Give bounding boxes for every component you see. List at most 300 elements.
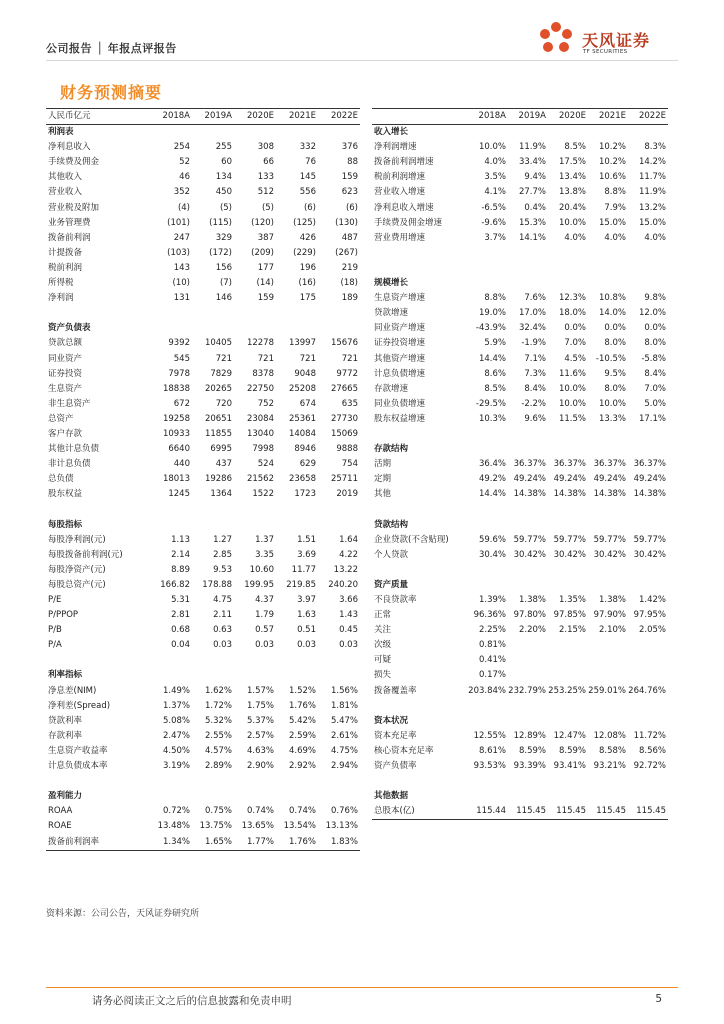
cell-value: 1.49% (162, 685, 190, 696)
cell-value (150, 502, 192, 517)
table-row (372, 653, 668, 668)
cell-value (548, 668, 588, 683)
cell-value: 437 (215, 459, 232, 470)
cell-value: 0.03 (255, 640, 274, 651)
cell-value: (130) (335, 217, 358, 228)
cell-value: 7.9% (604, 202, 626, 213)
cell-value: 13.22 (333, 564, 358, 575)
row-label (372, 427, 468, 442)
section-heading-row (372, 789, 668, 804)
cell-value: -6.5% (481, 202, 506, 213)
section-heading-row (372, 276, 668, 291)
cell-value: 11.9% (518, 142, 546, 153)
cell-value: 219 (341, 262, 358, 273)
disclaimer-text: 请务必阅读正文之后的信息披露和免责申明 (92, 995, 292, 1007)
cell-value (508, 789, 548, 804)
row-label: 正常 (374, 610, 392, 621)
table-row (372, 729, 668, 744)
cell-value: 199.95 (244, 579, 274, 590)
cell-value: 674 (299, 398, 316, 409)
cell-value (318, 502, 360, 517)
cell-value: 9.5% (604, 368, 626, 379)
cell-value (318, 789, 360, 804)
table-row (372, 261, 668, 276)
row-label: 贷款增速 (374, 308, 409, 319)
cell-value: 1.62% (204, 685, 232, 696)
row-label: 净利差(Spread) (48, 700, 111, 711)
cell-value: 0.45 (339, 625, 358, 636)
table-row (372, 774, 668, 789)
row-label: 手续费及佣金增速 (374, 217, 443, 228)
cell-value (588, 563, 628, 578)
cell-value: 93.53% (473, 761, 506, 772)
row-label (46, 774, 150, 789)
breadcrumb: 公司报告 │ 年报点评报告 (46, 42, 177, 55)
cell-value: 60 (221, 157, 232, 168)
cell-value: 5.37% (246, 715, 274, 726)
row-label: 贷款总额 (48, 338, 83, 349)
table-row (372, 397, 668, 412)
table-row (372, 246, 668, 261)
cell-value: 13.8% (558, 187, 586, 198)
column-header: 2019A (192, 109, 234, 125)
cell-value: 14.38% (553, 489, 586, 500)
cell-value: 2.89% (204, 761, 232, 772)
cell-value (192, 518, 234, 533)
cell-value (468, 578, 508, 593)
row-label: 净利润 (48, 293, 74, 304)
table-row (372, 533, 668, 548)
cell-value: 440 (173, 459, 190, 470)
table-row (372, 185, 668, 200)
column-header: 2020E (234, 109, 276, 125)
cell-value: -10.5% (595, 353, 626, 364)
cell-value: 2.25% (478, 625, 506, 636)
row-label: 利率指标 (48, 670, 83, 681)
cell-value: 11.6% (558, 368, 586, 379)
cell-value: 33.4% (518, 157, 546, 168)
cell-value: 635 (341, 398, 358, 409)
cell-value: 25208 (288, 383, 316, 394)
cell-value (276, 518, 318, 533)
cell-value: 0.74% (246, 806, 274, 817)
cell-value: 2.61% (330, 730, 358, 741)
cell-value (468, 261, 508, 276)
row-label: 收入增长 (374, 127, 409, 138)
cell-value (276, 789, 318, 804)
row-label (46, 502, 150, 517)
cell-value: 59.77% (553, 534, 586, 545)
cell-value: 0.03 (297, 640, 316, 651)
section-heading-row (372, 442, 668, 457)
cell-value: 7.0% (644, 383, 666, 394)
cell-value (234, 518, 276, 533)
row-label: 股东权益增速 (374, 413, 426, 424)
cell-value: 8.8% (484, 293, 506, 304)
cell-value: 2.05% (638, 625, 666, 636)
table-row (46, 246, 360, 261)
cell-value: 8.0% (644, 338, 666, 349)
cell-value: 13.75% (199, 821, 232, 832)
row-label: 净利息收入 (48, 142, 91, 153)
cell-value (150, 774, 192, 789)
cell-value: 59.77% (513, 534, 546, 545)
growth-quality-table (372, 108, 668, 820)
cell-value: 752 (257, 398, 274, 409)
row-label: 非计息负债 (48, 459, 91, 470)
cell-value: 1723 (294, 489, 316, 500)
cell-value: (4) (177, 202, 190, 213)
cell-value (548, 653, 588, 668)
cell-value: 1.38% (518, 595, 546, 605)
cell-value: 2.90% (246, 761, 274, 772)
cell-value (628, 638, 668, 653)
section-heading-row (372, 714, 668, 729)
cell-value (192, 653, 234, 668)
cell-value: 3.69 (297, 549, 316, 560)
cell-value (508, 714, 548, 729)
cell-value (628, 502, 668, 517)
cell-value: 8.58% (598, 745, 626, 756)
cell-value: 623 (341, 187, 358, 198)
cell-value: 4.69% (288, 745, 316, 756)
cell-value: 8378 (252, 368, 274, 379)
cell-value: 2.14 (171, 549, 190, 560)
cell-value (548, 789, 588, 804)
cell-value: 2.57% (246, 730, 274, 741)
row-label: 总负债 (48, 474, 74, 485)
table-row (46, 155, 360, 170)
cell-value: (120) (251, 217, 274, 228)
cell-value (628, 276, 668, 291)
cell-value: 10933 (162, 428, 190, 439)
column-header: 2022E (318, 109, 360, 125)
cell-value: 8.6% (484, 368, 506, 379)
row-label: 股东权益 (48, 489, 83, 500)
income-balance-table (46, 108, 360, 851)
cell-value (548, 638, 588, 653)
cell-value: 259.01% (588, 685, 626, 696)
row-label: 企业贷款(不含贴现) (374, 534, 449, 545)
row-label: 规模增长 (374, 278, 409, 289)
cell-value: 8.5% (564, 142, 586, 153)
row-label: 证券投资 (48, 368, 83, 379)
page-title: 财务预测摘要 (60, 83, 163, 102)
table-row (46, 201, 360, 216)
table-row (46, 699, 360, 714)
row-label: 税前利润 (48, 262, 83, 273)
cell-value: (209) (251, 247, 274, 258)
logo-english-name: TF SECURITIES (583, 49, 628, 55)
right-financial-table (372, 108, 668, 820)
cell-value (508, 653, 548, 668)
row-label: 证券投资增速 (374, 338, 426, 349)
cell-value: 15.0% (638, 217, 666, 228)
cell-value: 2.20% (518, 625, 546, 636)
row-label: 核心资本充足率 (374, 745, 434, 756)
table-row (372, 336, 668, 351)
cell-value: 12.3% (558, 293, 586, 304)
cell-value (588, 774, 628, 789)
cell-value: 1.77% (234, 835, 276, 851)
cell-value: 2.55% (204, 730, 232, 741)
table-row (372, 563, 668, 578)
row-label: 净利润增速 (374, 142, 417, 153)
cell-value: 3.35 (255, 549, 274, 560)
cell-value (508, 276, 548, 291)
cell-value: 59.77% (593, 534, 626, 545)
cell-value (150, 518, 192, 533)
cell-value (468, 125, 508, 141)
table-row (372, 352, 668, 367)
row-label (372, 502, 468, 517)
cell-value: 30.42% (633, 549, 666, 560)
cell-value (318, 774, 360, 789)
cell-value: -1.9% (521, 338, 546, 349)
cell-value: 15.3% (518, 217, 546, 228)
cell-value: 0.57 (255, 625, 274, 636)
header-divider (46, 60, 678, 61)
section-heading-row (372, 578, 668, 593)
cell-value: 9888 (336, 444, 358, 455)
row-label: 每股拨备前利润(元) (48, 549, 123, 560)
table-row (46, 336, 360, 351)
cell-value: 10.3% (478, 413, 506, 424)
cell-value: 14084 (288, 428, 316, 439)
cell-value: 178.88 (202, 579, 232, 590)
cell-value: 4.0% (564, 232, 586, 243)
table-row (372, 216, 668, 231)
left-financial-table (46, 108, 360, 851)
cell-value: 2.94% (330, 761, 358, 772)
row-label: 每股总资产(元) (48, 579, 106, 590)
cell-value (548, 714, 588, 729)
row-label: 关注 (374, 625, 392, 636)
cell-value: 30.42% (553, 549, 586, 560)
table-row (372, 140, 668, 155)
cell-value: 14.38% (593, 489, 626, 500)
table-row (46, 140, 360, 155)
cell-value (628, 714, 668, 729)
cell-value: 4.75 (213, 595, 232, 605)
cell-value (588, 442, 628, 457)
cell-value (548, 774, 588, 789)
cell-value (508, 246, 548, 261)
row-label: 其他 (374, 489, 392, 500)
cell-value (508, 774, 548, 789)
cell-value: 720 (215, 398, 232, 409)
cell-value: 18838 (162, 383, 190, 394)
cell-value: 556 (299, 187, 316, 198)
cell-value: 450 (215, 187, 232, 198)
cell-value: (103) (167, 247, 190, 258)
cell-value: 2.92% (288, 761, 316, 772)
table-row (372, 502, 668, 517)
cell-value: 76 (305, 157, 316, 168)
cell-value (276, 125, 318, 141)
cell-value: 4.1% (484, 187, 506, 198)
cell-value: (7) (219, 278, 232, 289)
table-row (46, 442, 360, 457)
row-label: 每股指标 (48, 519, 83, 530)
cell-value: 14.4% (478, 353, 506, 364)
cell-value: 3.7% (484, 232, 506, 243)
cell-value (628, 563, 668, 578)
table-row (46, 261, 360, 276)
cell-value (588, 789, 628, 804)
cell-value (548, 246, 588, 261)
table-row (46, 578, 360, 593)
cell-value (234, 125, 276, 141)
cell-value: 13040 (246, 428, 274, 439)
cell-value (588, 261, 628, 276)
row-label: 税前利润增速 (374, 172, 426, 183)
cell-value: (6) (345, 202, 358, 213)
cell-value: 1.35% (558, 595, 586, 605)
cell-value: (18) (340, 278, 358, 289)
cell-value (588, 699, 628, 714)
cell-value: 1.79 (255, 610, 274, 621)
cell-value (150, 653, 192, 668)
row-label: 计息负债成本率 (48, 761, 108, 772)
cell-value (468, 789, 508, 804)
cell-value: 1.64 (339, 534, 358, 545)
cell-value (192, 321, 234, 336)
table-row (372, 367, 668, 382)
row-label: P/E (48, 595, 62, 605)
row-label: 定期 (374, 474, 392, 485)
cell-value: 721 (299, 353, 316, 364)
cell-value: 2.11 (213, 610, 232, 621)
cell-value (628, 774, 668, 789)
row-label (46, 653, 150, 668)
cell-value: 115.45 (588, 804, 628, 820)
cell-value: 22750 (246, 383, 274, 394)
cell-value (468, 714, 508, 729)
cell-value (548, 125, 588, 141)
cell-value: 59.6% (478, 534, 506, 545)
row-label: 客户存款 (48, 428, 83, 439)
cell-value (628, 653, 668, 668)
cell-value: 12.55% (473, 730, 506, 741)
section-heading-row (46, 789, 360, 804)
cell-value: 177 (257, 262, 274, 273)
cell-value: 18.0% (558, 308, 586, 319)
cell-value: 49.24% (593, 474, 626, 485)
cell-value: 10.0% (558, 217, 586, 228)
cell-value (588, 246, 628, 261)
cell-value: 36.4% (478, 459, 506, 470)
table-row (372, 699, 668, 714)
table-row (372, 291, 668, 306)
row-label (372, 563, 468, 578)
cell-value: 36.37% (593, 459, 626, 470)
cell-value: 332 (299, 142, 316, 153)
cell-value: 4.57% (204, 745, 232, 756)
cell-value: 30.42% (593, 549, 626, 560)
row-label: 每股净资产(元) (48, 564, 106, 575)
cell-value: 11.9% (638, 187, 666, 198)
cell-value: 3.19% (162, 761, 190, 772)
cell-value: 10.0% (598, 398, 626, 409)
row-label: 所得税 (48, 278, 74, 289)
cell-value (548, 427, 588, 442)
row-label: 其他计息负债 (48, 444, 100, 455)
cell-value: 3.66 (339, 595, 358, 605)
cell-value: 12.47% (553, 730, 586, 741)
section-heading-row (46, 125, 360, 141)
cell-value: 93.21% (593, 761, 626, 772)
cell-value (468, 502, 508, 517)
cell-value: 13.3% (598, 413, 626, 424)
cell-value: 4.63% (246, 745, 274, 756)
row-label: 资本状况 (374, 715, 409, 726)
cell-value: 17.0% (518, 308, 546, 319)
cell-value (234, 774, 276, 789)
cell-value: 8.59% (558, 745, 586, 756)
cell-value (508, 518, 548, 533)
row-label: P/B (48, 625, 62, 636)
cell-value: 8.5% (484, 383, 506, 394)
table-row (46, 352, 360, 367)
cell-value (588, 125, 628, 141)
cell-value: 9048 (294, 368, 316, 379)
cell-value (276, 774, 318, 789)
cell-value (468, 276, 508, 291)
table-row (372, 170, 668, 185)
cell-value: 27.7% (518, 187, 546, 198)
cell-value: (115) (209, 217, 232, 228)
table-row (46, 412, 360, 427)
cell-value: 7.0% (564, 338, 586, 349)
cell-value: 20.4% (558, 202, 586, 213)
row-label: 计提拨备 (48, 247, 83, 258)
table-row (46, 744, 360, 759)
cell-value: 19286 (204, 474, 232, 485)
cell-value: 9.53 (213, 564, 232, 575)
cell-value (588, 502, 628, 517)
row-label: 总资产 (48, 413, 74, 424)
cell-value: 1.13 (171, 534, 190, 545)
cell-value: 145 (299, 172, 316, 183)
row-label: 贷款结构 (374, 519, 409, 530)
row-label: 存款增速 (374, 383, 409, 394)
cell-value (628, 668, 668, 683)
row-label (372, 774, 468, 789)
cell-value: 10.6% (598, 172, 626, 183)
cell-value (588, 714, 628, 729)
row-label: 总股本(亿) (372, 804, 468, 820)
cell-value: 721 (257, 353, 274, 364)
cell-value: 3.5% (484, 172, 506, 183)
cell-value: 13.4% (558, 172, 586, 183)
cell-value: 1.42% (638, 595, 666, 605)
cell-value: 7.6% (524, 293, 546, 304)
cell-value: 166.82 (160, 579, 190, 590)
cell-value: 329 (215, 232, 232, 243)
table-row (46, 306, 360, 321)
cell-value: 0.0% (604, 323, 626, 334)
row-label (372, 699, 468, 714)
cell-value: 254 (173, 142, 190, 153)
row-label: 拨备覆盖率 (374, 685, 417, 696)
cell-value: 196 (299, 262, 316, 273)
cell-value: 15.0% (598, 217, 626, 228)
table-row (46, 759, 360, 774)
cell-value: 2.81 (171, 610, 190, 621)
cell-value (234, 789, 276, 804)
table-header-row (46, 109, 360, 125)
